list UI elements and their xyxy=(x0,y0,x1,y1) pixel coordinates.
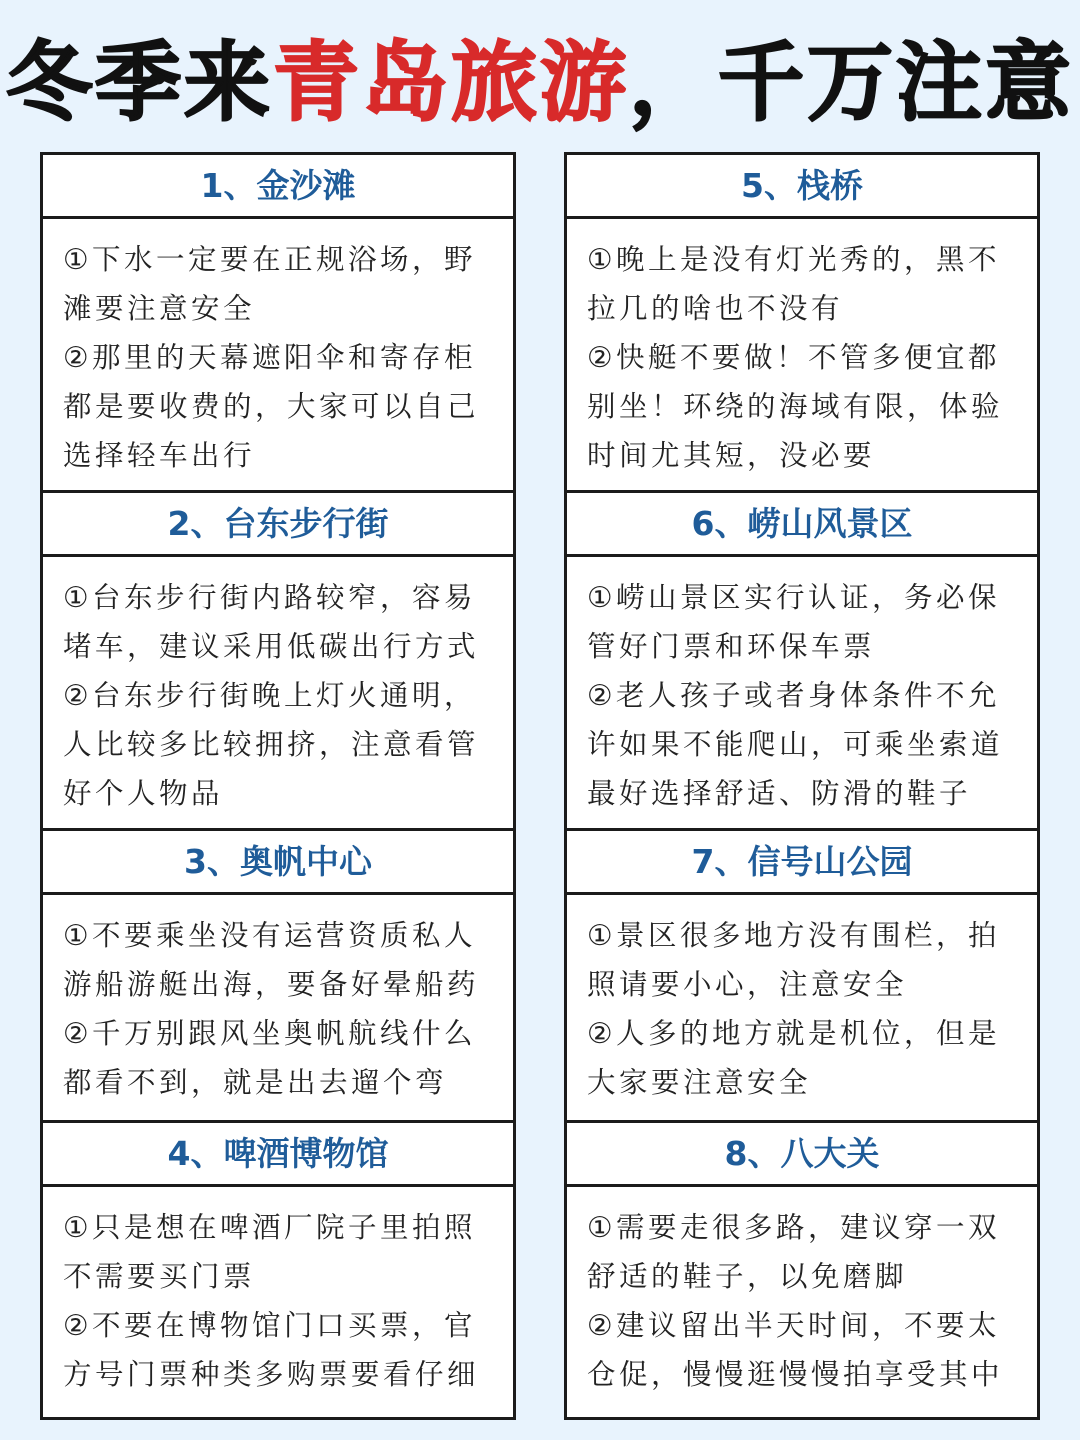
tip-2-1: ①台东步行街内路较窄，容易堵车，建议采用低碳出行方式 xyxy=(63,581,480,663)
section-heading-1: 1、金沙滩 xyxy=(43,155,513,219)
section-body-4 xyxy=(43,1187,513,1417)
tip-1-1: ①下水一定要在正规浴场，野滩要注意安全 xyxy=(63,243,477,325)
section-heading-6: 6、崂山风景区 xyxy=(567,490,1037,557)
title-part-3: ，千万注意 xyxy=(629,33,1074,133)
right-column xyxy=(564,152,1040,1420)
section-heading-4: 4、啤酒博物馆 xyxy=(43,1120,513,1187)
section-body-7 xyxy=(567,895,1037,1120)
section-heading-2: 2、台东步行街 xyxy=(43,490,513,557)
page-title xyxy=(0,28,1080,138)
tip-2-2: ②台东步行街晚上灯火通明，人比较多比较拥挤，注意看管好个人物品 xyxy=(63,679,480,810)
tip-3-1: ①不要乘坐没有运营资质私人游船游艇出海，要备好晕船药 xyxy=(63,919,480,1001)
tip-3-2: ②千万别跟风坐奥帆航线什么都看不到，就是出去遛个弯 xyxy=(63,1017,477,1099)
left-column xyxy=(40,152,516,1420)
tip-8-1: ①需要走很多路，建议穿一双舒适的鞋子，以免磨脚 xyxy=(587,1211,1001,1293)
section-body-8 xyxy=(567,1187,1037,1417)
tip-1-2: ②那里的天幕遮阳伞和寄存柜都是要收费的，大家可以自己选择轻车出行 xyxy=(63,341,480,472)
tip-6-2: ②老人孩子或者身体条件不允许如果不能爬山，可乘坐索道最好选择舒适、防滑的鞋子 xyxy=(587,679,1004,810)
section-body-2 xyxy=(43,557,513,828)
tip-6-1: ①崂山景区实行认证，务必保管好门票和环保车票 xyxy=(587,581,1001,663)
tip-7-1: ①景区很多地方没有围栏，拍照请要小心，注意安全 xyxy=(587,919,1001,1001)
tip-7-2: ②人多的地方就是机位，但是大家要注意安全 xyxy=(587,1017,1001,1099)
section-body-3 xyxy=(43,895,513,1120)
section-heading-8: 8、八大关 xyxy=(567,1120,1037,1187)
tip-4-1: ①只是想在啤酒厂院子里拍照不需要买门票 xyxy=(63,1211,477,1293)
title-highlight: 青岛旅游 xyxy=(273,33,629,133)
section-heading-5: 5、栈桥 xyxy=(567,155,1037,219)
tip-5-1: ①晚上是没有灯光秀的，黑不拉几的啥也不没有 xyxy=(587,243,1001,325)
tip-5-2: ②快艇不要做！不管多便宜都别坐！环绕的海域有限，体验时间尤其短，没必要 xyxy=(587,341,1004,472)
tip-8-2: ②建议留出半天时间，不要太仓促，慢慢逛慢慢拍享受其中 xyxy=(587,1309,1004,1391)
tip-4-2: ②不要在博物馆门口买票，官方号门票种类多购票要看仔细 xyxy=(63,1309,480,1391)
section-heading-7: 7、信号山公园 xyxy=(567,828,1037,895)
section-heading-3: 3、奥帆中心 xyxy=(43,828,513,895)
section-body-5 xyxy=(567,219,1037,493)
section-body-1 xyxy=(43,219,513,493)
section-body-6 xyxy=(567,557,1037,828)
title-part-1: 冬季来 xyxy=(6,33,273,133)
